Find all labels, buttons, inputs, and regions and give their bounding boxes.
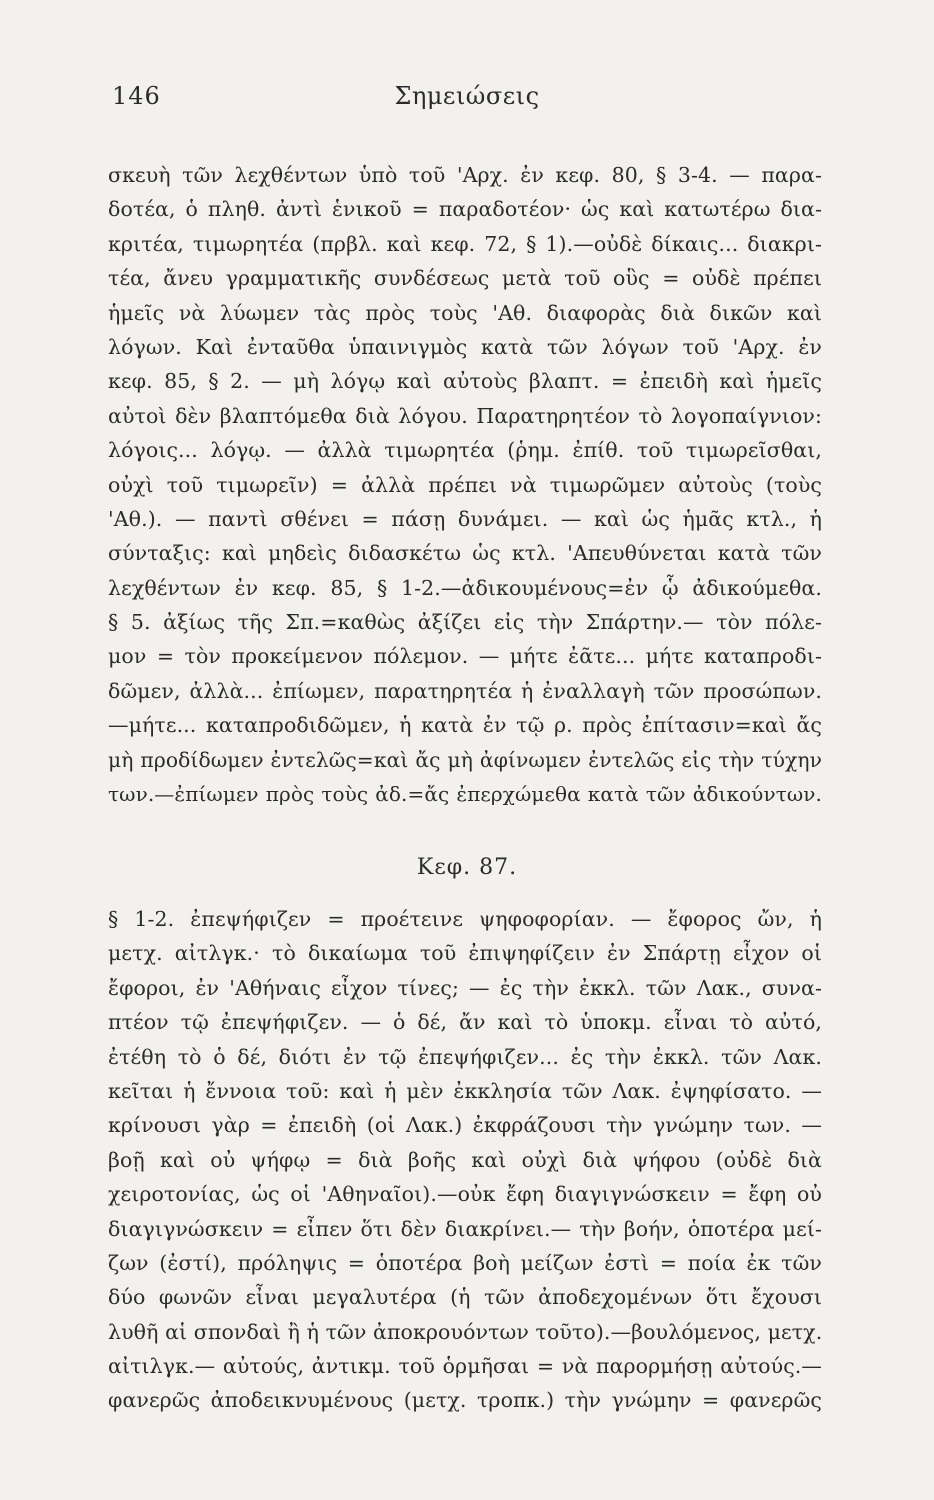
text-line: 'Αθ.). — παντὶ σθένει = πάσῃ δυνάμει. — καὶ ὡς ἡμᾶς κτλ., ἡ <box>108 506 822 531</box>
text-line: τέα, ἄνευ γραμματικῆς συνδέσεως μετὰ τοῦ οὓς = οὐδὲ πρέπει <box>108 266 822 291</box>
text-line: των.—ἐπίωμεν πρὸς τοὺς ἀδ.=ἄς ἐπερχώμεθα κατὰ τῶν ἀδικούντων. <box>108 782 822 807</box>
text-line: κεῖται ἡ ἔννοια τοῦ: καὶ ἡ μὲν ἐκκλησία τῶν Λακ. ἐψηφίσατο. — <box>108 1078 822 1103</box>
text-line: ἔφοροι, ἐν 'Αθήναις εἶχον τίνες; — ἐς τὴν ἐκκλ. τῶν Λακ., συνα- <box>108 975 822 1000</box>
text-line: δῶμεν, ἀλλὰ... ἐπίωμεν, παρατηρητέα ἡ ἐναλλαγὴ τῶν προσώπων. <box>108 678 822 703</box>
text-line: κρίνουσι γὰρ = ἐπειδὴ (οἱ Λακ.) ἐκφράζουσι τὴν γνώμην των. — <box>108 1113 822 1138</box>
notes-section-1 <box>108 158 822 811</box>
text-line: πτέον τῷ ἐπεψήφιζεν. — ὁ δέ, ἄν καὶ τὸ ὑποκμ. εἶναι τὸ αὐτό, <box>108 1010 822 1035</box>
text-line: κεφ. 85, § 2. — μὴ λόγῳ καὶ αὐτοὺς βλαπτ. = ἐπειδὴ καὶ ἡμεῖς <box>108 369 822 394</box>
text-line: σύνταξις: καὶ μηδεὶς διδασκέτω ὡς κτλ. 'Απευθύνεται κατὰ τῶν <box>108 541 822 566</box>
text-line: οὐχὶ τοῦ τιμωρεῖν) = ἀλλὰ πρέπει νὰ τιμωρῶμεν αὐτοὺς (τοὺς <box>108 472 822 497</box>
text-line: χειροτονίας, ὡς οἱ 'Αθηναῖοι).—οὐκ ἔφη διαγιγνώσκειν = ἔφη οὐ <box>108 1182 822 1207</box>
text-line: δύο φωνῶν εἶναι μεγαλυτέρα (ἡ τῶν ἀποδεχομένων ὅτι ἔχουσι <box>108 1285 822 1310</box>
text-line: σκευὴ τῶν λεχθέντων ὑπὸ τοῦ 'Αρχ. ἐν κεφ. 80, § 3-4. — παρα- <box>108 163 822 187</box>
text-line: ἐτέθη τὸ ὁ δέ, διότι ἐν τῷ ἐπεψήφιζεν... ἐς τὴν ἐκκλ. τῶν Λακ. <box>108 1044 822 1069</box>
text-line: μὴ προδίδωμεν ἐντελῶς=καὶ ἄς μὴ ἀφίνωμεν ἐντελῶς εἰς τὴν τύχην <box>108 747 822 772</box>
text-line: αὐτοὶ δὲν βλαπτόμεθα διὰ λόγου. Παρατηρητέον τὸ λογοπαίγνιον: <box>108 403 822 428</box>
text-line: αἰτιλγκ.— αὐτούς, ἀντικμ. τοῦ ὁρμῆσαι = νὰ παρορμήσῃ αὐτούς.— <box>108 1354 822 1379</box>
page-number: 146 <box>112 82 161 110</box>
chapter-heading: Κεφ. 87. <box>416 855 518 880</box>
running-head: Σημειώσεις <box>394 82 540 110</box>
text-line: —μήτε... καταπροδιδῶμεν, ἡ κατὰ ἐν τῷ ρ. πρὸς ἐπίτασιν=καὶ ἄς <box>108 713 822 738</box>
text-line: λόγοις... λόγῳ. — ἀλλὰ τιμωρητέα (ῥημ. ἐπίθ. τοῦ τιμωρεῖσθαι, <box>108 438 822 463</box>
text-line: λόγων. Καὶ ἐνταῦθα ὑπαινιγμὸς κατὰ τῶν λόγων τοῦ 'Αρχ. ἐν <box>108 334 822 359</box>
page-header <box>112 82 822 122</box>
text-line: κριτέα, τιμωρητέα (πρβλ. καὶ κεφ. 72, § 1).—οὐδὲ δίκαις... διακρι- <box>108 231 822 256</box>
text-line: λυθῆ αἱ σπονδαὶ ἢ ἡ τῶν ἀποκρουόντων τοῦτο).—βουλόμενος, μετχ. <box>108 1319 823 1344</box>
text-line: δοτέα, ὁ πληθ. ἀντὶ ἑνικοῦ = παραδοτέον· ὡς καὶ κατωτέρω δια- <box>108 197 822 222</box>
text-line: ἡμεῖς νὰ λύωμεν τὰς πρὸς τοὺς 'Αθ. διαφορὰς διὰ δικῶν καὶ <box>108 300 822 325</box>
text-line: βοῇ καὶ οὐ ψήφῳ = διὰ βοῆς καὶ οὐχὶ διὰ ψήφου (οὐδὲ διὰ <box>108 1147 822 1172</box>
text-line: § 1-2. ἐπεψήφιζεν = προέτεινε ψηφοφορίαν. — ἔφορος ὤν, ἡ <box>108 907 822 931</box>
text-line: § 5. ἀξίως τῆς Σπ.=καθὼς ἀξίζει εἰς τὴν Σπάρτην.— τὸν πόλε- <box>108 610 822 635</box>
text-line: μον = τὸν προκείμενον πόλεμον. — μήτε ἐᾶτε... μήτε καταπροδι- <box>108 644 822 669</box>
text-line: διαγιγνώσκειν = εἶπεν ὅτι δὲν διακρίνει.— τὴν βοήν, ὁποτέρα μεί- <box>108 1216 822 1241</box>
text-line: λεχθέντων ἐν κεφ. 85, § 1-2.—ἀδικουμένους=ἐν ᾧ ἀδικούμεθα. <box>108 575 822 600</box>
text-line: φανερῶς ἀποδεικνυμένους (μετχ. τροπκ.) τὴν γνώμην = φανερῶς <box>108 1388 822 1413</box>
text-line: ζων (ἐστί), πρόληψις = ὁποτέρα βοὴ μείζων ἐστὶ = ποία ἐκ τῶν <box>108 1250 822 1275</box>
text-line: μετχ. αἰτλγκ.· τὸ δικαίωμα τοῦ ἐπιψηφίζειν ἐν Σπάρτῃ εἶχον οἱ <box>108 941 822 966</box>
notes-section-2 <box>108 902 822 1418</box>
